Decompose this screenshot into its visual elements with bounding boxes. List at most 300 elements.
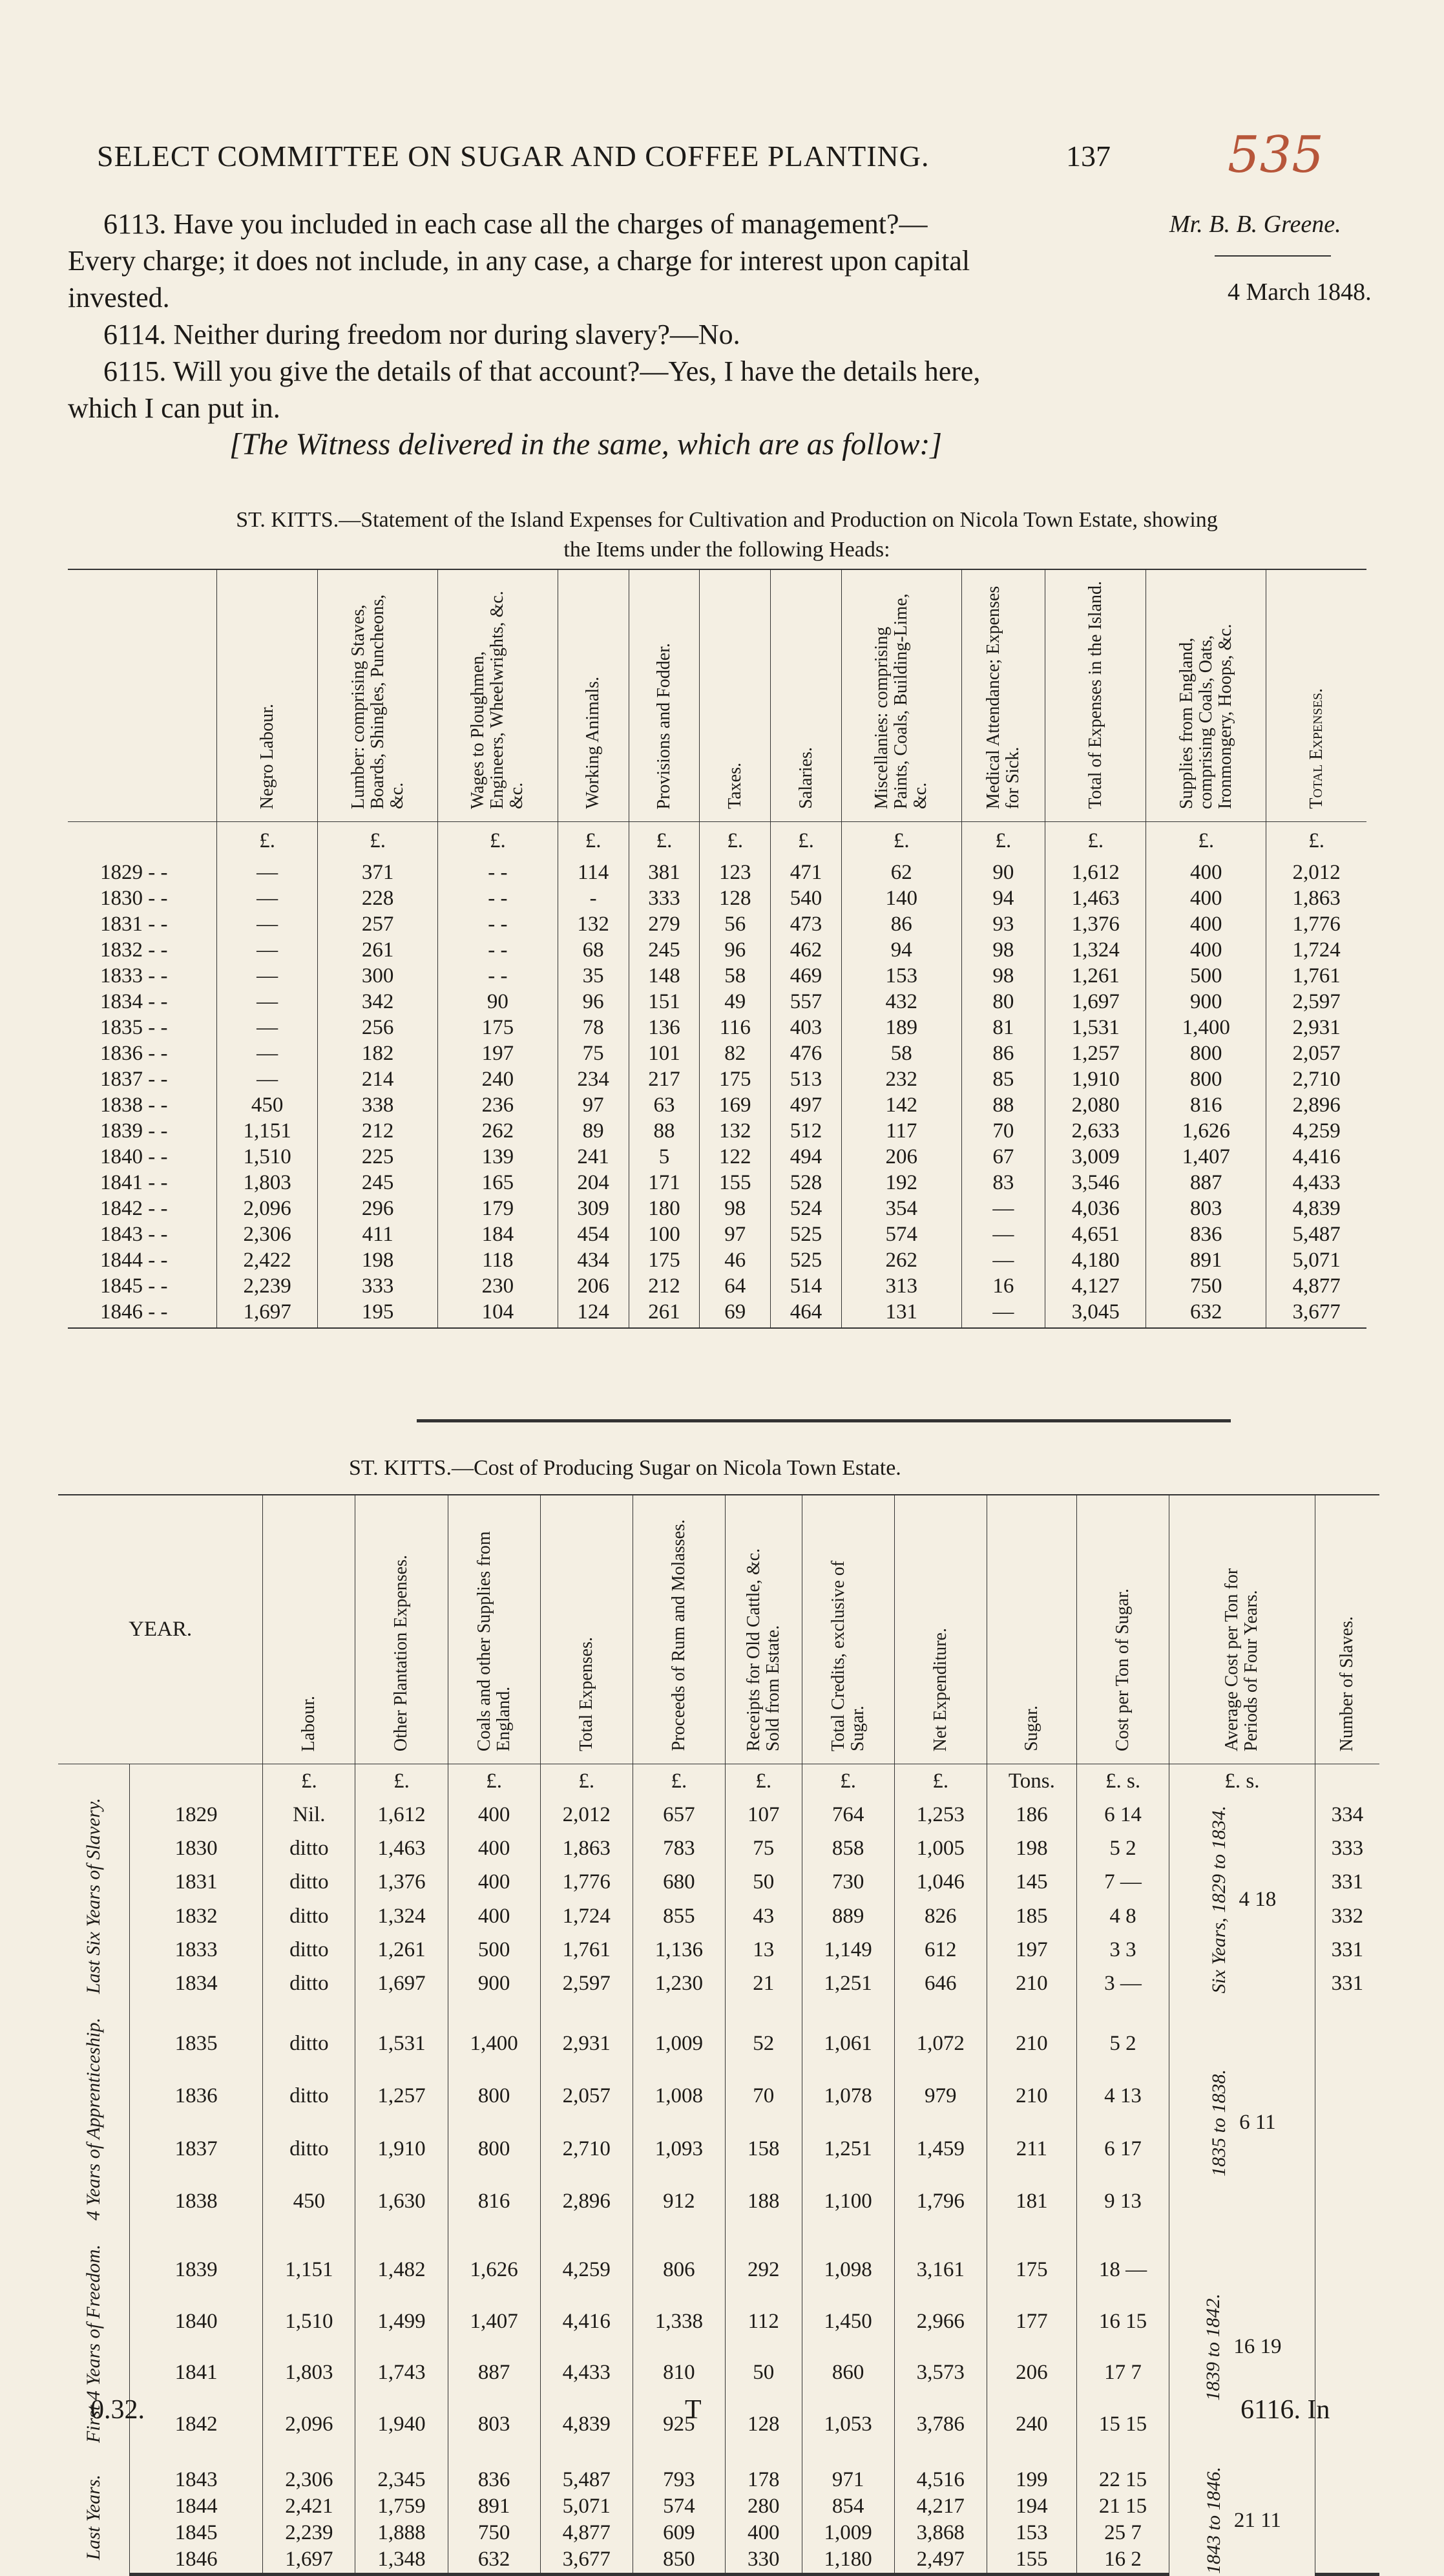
table1-cell: 1,697: [217, 1299, 318, 1328]
table2-spacer-cell: [355, 2228, 448, 2244]
table2-cell: 280: [725, 2493, 802, 2520]
table2-col-header-text: Other Plantation Expenses.: [391, 1554, 412, 1751]
table2-spacer-cell: [894, 2450, 987, 2467]
table1-cell: 234: [558, 1066, 629, 1092]
table2-cell: 657: [633, 1798, 725, 1832]
table1-cell: 1,803: [217, 1170, 318, 1196]
table1-cell: 2,931: [1292, 1016, 1341, 1039]
table1-cell: 131: [841, 1299, 961, 1328]
table1-cell: —: [217, 937, 318, 963]
table2-col-header-text: Proceeds of Rum and Molasses.: [668, 1519, 689, 1751]
table1-cell: 1,761: [1292, 964, 1341, 987]
table2-average-value: 6 11: [1239, 2111, 1276, 2135]
table2-cell: 292: [725, 2244, 802, 2296]
table2-cell: 609: [633, 2520, 725, 2546]
table2-cell: 450: [263, 2175, 355, 2228]
table2-cell: 158: [725, 2123, 802, 2175]
table2-spacer-cell: [633, 2450, 725, 2467]
table2-unit-cell: £.: [540, 1764, 633, 1799]
table2-spacer-cell: [802, 2228, 894, 2244]
table1-cell: 1,151: [217, 1118, 318, 1144]
table2-col-header: [58, 1495, 263, 1764]
table1-row: [68, 1170, 1366, 1196]
table2-cell: 816: [448, 2175, 540, 2228]
table1-row: [68, 1118, 1366, 1144]
table2-period-label: [58, 2467, 130, 2575]
table2-cell: 1,803: [263, 2347, 355, 2398]
table2-cell: 210: [987, 2070, 1076, 2122]
table2-year-cell: 1845: [130, 2520, 263, 2546]
table1-cell: - -: [438, 937, 558, 963]
table1-cell: 35: [558, 963, 629, 989]
table2-cell: 22 15: [1076, 2467, 1169, 2493]
table2-cell: 1,151: [263, 2244, 355, 2296]
table2-col-header-text: Average Cost per Ton for Periods of Four Years.: [1222, 1568, 1262, 1751]
table1-col-header: [700, 569, 771, 822]
table1-col-header: [318, 569, 438, 822]
table1-cell: 476: [771, 1040, 842, 1066]
table2-period-label-text: First 4 Years of Freedom.: [83, 2244, 104, 2443]
table1-cell: 116: [700, 1015, 771, 1040]
table2-cell: 800: [448, 2123, 540, 2175]
table1-cell: 1,407: [1146, 1144, 1266, 1170]
table2-cell: 1,251: [802, 2123, 894, 2175]
table2-spacer-cell: [1169, 2450, 1315, 2467]
table1-col-header: [629, 569, 700, 822]
table1-cell: 96: [558, 989, 629, 1015]
table2-cell: ditto: [263, 2123, 355, 2175]
table1-cell: 78: [558, 1015, 629, 1040]
table1-cell: 228: [318, 885, 438, 911]
table1-cell: 411: [318, 1221, 438, 1247]
table1-cell: 4,877: [1292, 1274, 1341, 1298]
answer-6113-line2: invested.: [68, 282, 170, 313]
table1-cell: 118: [438, 1247, 558, 1273]
table1-cell: —: [961, 1299, 1045, 1328]
table1-cell: 122: [700, 1144, 771, 1170]
table2-cell: 1,796: [894, 2175, 987, 2228]
table2-spacer-cell: [540, 2450, 633, 2467]
table1-cell: 2,597: [1292, 990, 1341, 1013]
table1-cell: 5,071: [1292, 1249, 1341, 1272]
table1-row: [68, 911, 1366, 937]
table2-cell: 1,005: [894, 1832, 987, 1865]
table1-cell: 4,839: [1292, 1197, 1341, 1220]
table2-cell: 43: [725, 1899, 802, 1933]
table1-cell: —: [217, 1015, 318, 1040]
table1-col-header-text: Wages to Ploughmen, Engineers, Wheelwrights, &c. &c.: [468, 591, 527, 809]
table1-cell: 400: [1146, 885, 1266, 911]
table2-unit-cell: £. s.: [1076, 1764, 1169, 1799]
table1-year-cell: 1838 - -: [68, 1092, 217, 1118]
table2-cell: 240: [987, 2398, 1076, 2450]
table2-unit-cell: £.: [725, 1764, 802, 1799]
table1-year-cell: 1836 - -: [68, 1040, 217, 1066]
table1-cell: 184: [438, 1221, 558, 1247]
table1-cell: 400: [1146, 911, 1266, 937]
table2-cell: [1315, 2070, 1379, 2122]
table1-cell: 333: [629, 885, 700, 911]
table2-cell: 2,931: [540, 2018, 633, 2070]
table2-unit-cell: [1315, 1764, 1379, 1799]
footer-catchword: 6116. In: [1240, 2395, 1330, 2425]
table2-spacer-cell: [802, 2001, 894, 2018]
table2-unit-cell: £.: [802, 1764, 894, 1799]
table2-year-cell: 1843: [130, 2467, 263, 2493]
table2-cell: 858: [802, 1832, 894, 1865]
table2-cell: 198: [987, 1832, 1076, 1865]
table1-cell: - -: [438, 885, 558, 911]
table1-cell: 1,510: [217, 1144, 318, 1170]
table1-cell: 432: [841, 989, 961, 1015]
table1-cell: 450: [217, 1092, 318, 1118]
table2-col-header: [355, 1495, 448, 1764]
table2-cell: 3 —: [1076, 1967, 1169, 2001]
table1-cell: 2,080: [1045, 1092, 1146, 1118]
table2-cell: 887: [448, 2347, 540, 2398]
table2-col-header-text: Cost per Ton of Sugar.: [1113, 1589, 1133, 1751]
table1-cell: 279: [629, 911, 700, 937]
table2-group-spacer: [58, 2450, 1379, 2467]
table1-cell: 512: [771, 1118, 842, 1144]
table2-col-header-text: Net Expenditure.: [930, 1627, 950, 1751]
table2-cell: ditto: [263, 1899, 355, 1933]
table2-cell: 5 2: [1076, 1832, 1169, 1865]
table1-cell: 1,910: [1045, 1066, 1146, 1092]
table2-cell: 4,259: [540, 2244, 633, 2296]
table1-cell: 240: [438, 1066, 558, 1092]
table1-cell: 63: [629, 1092, 700, 1118]
table1-cell: 68: [558, 937, 629, 963]
table1-cell: 230: [438, 1273, 558, 1299]
table2-cell: 2,345: [355, 2467, 448, 2493]
table2-period-label: [58, 1798, 130, 2001]
table2-average-value: 21 11: [1233, 2508, 1281, 2532]
table2-cell: 177: [987, 2296, 1076, 2347]
table1-cell: —: [217, 860, 318, 885]
table2-spacer-cell: [1315, 2228, 1379, 2244]
table1-year-cell: 1843 - -: [68, 1221, 217, 1247]
table2-cell: 178: [725, 2467, 802, 2493]
page-number: 137: [1066, 140, 1111, 173]
table1-cell: 816: [1146, 1092, 1266, 1118]
table1-cell: 214: [318, 1066, 438, 1092]
table2-cell: 197: [987, 1933, 1076, 1967]
table1-cell: 403: [771, 1015, 842, 1040]
table2-cell: 764: [802, 1798, 894, 1832]
table1-cell: 2,239: [217, 1273, 318, 1299]
table2-spacer-cell: [130, 2228, 263, 2244]
table1-cell: 4,259: [1292, 1119, 1341, 1143]
table2-cell: 1,697: [263, 2546, 355, 2575]
table1-cell: 148: [629, 963, 700, 989]
table2-cell: 2,896: [540, 2175, 633, 2228]
table1-col-header-text: Provisions and Fodder.: [653, 642, 674, 809]
table2-cell: 210: [987, 2018, 1076, 2070]
table1-cell: 128: [700, 885, 771, 911]
table1-cell: 1,257: [1045, 1040, 1146, 1066]
table1-year-cell: 1845 - -: [68, 1273, 217, 1299]
table2-spacer-cell: [58, 2450, 130, 2467]
table2-unit-cell: [130, 1764, 263, 1799]
table1-cell: —: [961, 1247, 1045, 1273]
table2-year-cell: 1835: [130, 2018, 263, 2070]
table1-cell: 540: [771, 885, 842, 911]
table2-cell: 145: [987, 1866, 1076, 1899]
table2-cell: 1,180: [802, 2546, 894, 2575]
table2-cell: [1315, 2296, 1379, 2347]
table2-spacer-cell: [1076, 2001, 1169, 2018]
table2-cell: 1,009: [802, 2520, 894, 2546]
table2-cell: 1,407: [448, 2296, 540, 2347]
table2-cell: 3,161: [894, 2244, 987, 2296]
table1-cell: 256: [318, 1015, 438, 1040]
table2-cell: 1,463: [355, 1832, 448, 1865]
table2-cell: 5,487: [540, 2467, 633, 2493]
table1-cell: 887: [1146, 1170, 1266, 1196]
table1-cell: 557: [771, 989, 842, 1015]
table1-cell: 2,057: [1292, 1042, 1341, 1065]
table2-cell: 9 13: [1076, 2175, 1169, 2228]
table1-cell: —: [217, 911, 318, 937]
table1-cell: 132: [558, 911, 629, 937]
table2-cell: 680: [633, 1866, 725, 1899]
table2-col-header: [540, 1495, 633, 1764]
table1-cell: 16: [961, 1273, 1045, 1299]
table2-cell: 1,008: [633, 2070, 725, 2122]
table1-cell: 4,036: [1045, 1196, 1146, 1221]
table1-cell: 101: [629, 1040, 700, 1066]
table2-cell: 70: [725, 2070, 802, 2122]
table2-spacer-cell: [263, 2450, 355, 2467]
table2-year-cell: 1838: [130, 2175, 263, 2228]
table1-cell: 180: [629, 1196, 700, 1221]
table1-cell: 212: [629, 1273, 700, 1299]
table1-year-cell: 1837 - -: [68, 1066, 217, 1092]
table2-cell: 330: [725, 2546, 802, 2575]
table1-year-cell: 1831 - -: [68, 911, 217, 937]
table1-cell: 1,863: [1292, 887, 1341, 910]
table2-row: [58, 2467, 1379, 2493]
table2-cell: 4,877: [540, 2520, 633, 2546]
table2-cell: ditto: [263, 1967, 355, 2001]
table2-cell: 1,450: [802, 2296, 894, 2347]
table2-cell: 1,761: [540, 1933, 633, 1967]
table1-cell: 471: [771, 860, 842, 885]
table1-cell: 171: [629, 1170, 700, 1196]
table1-cell: 2,710: [1292, 1068, 1341, 1091]
footer-signature: T: [685, 2395, 702, 2425]
table1-row: [68, 1299, 1366, 1328]
table2-cell: 1,257: [355, 2070, 448, 2122]
table1-cell: 342: [318, 989, 438, 1015]
table1-cell: 241: [558, 1144, 629, 1170]
table2-period-label-text: 4 Years of Apprenticeship.: [83, 2018, 104, 2221]
table1-cell: 464: [771, 1299, 842, 1328]
table1-cell: 236: [438, 1092, 558, 1118]
table2-spacer-cell: [725, 2001, 802, 2018]
table1-cell: 169: [700, 1092, 771, 1118]
table2-year-cell: 1837: [130, 2123, 263, 2175]
table1-cell: 371: [318, 860, 438, 885]
table1-year-cell: 1846 - -: [68, 1299, 217, 1328]
table2-cell: 1,093: [633, 2123, 725, 2175]
table2-cell: 52: [725, 2018, 802, 2070]
table2-cell: 1,910: [355, 2123, 448, 2175]
table1-col-header: [771, 569, 842, 822]
table2-average-wrap: [1172, 2294, 1312, 2401]
answer-6113-line1: Every charge; it does not include, in any case, a charge for interest upon capital: [68, 245, 970, 277]
table2-cell: 13: [725, 1933, 802, 1967]
table1-unit-cell: £.: [700, 822, 771, 860]
table1-year-cell: 1829 - -: [68, 860, 217, 885]
table2-cell: 1,078: [802, 2070, 894, 2122]
table2-cell: 3 3: [1076, 1933, 1169, 1967]
table1-cell: 86: [841, 911, 961, 937]
table2-cell: 800: [448, 2070, 540, 2122]
witness-name: Mr. B. B. Greene.: [1169, 211, 1341, 238]
table1-cell: —: [217, 989, 318, 1015]
table1-cell: 462: [771, 937, 842, 963]
footer-ref: 0.32.: [90, 2395, 145, 2425]
table2-col-header-text: Sugar.: [1021, 1705, 1041, 1751]
table1-row: [68, 1221, 1366, 1247]
table2-cell: 1,743: [355, 2347, 448, 2398]
table2-cell: 1,459: [894, 2123, 987, 2175]
table1-cell: 3,546: [1045, 1170, 1146, 1196]
table1-cell: 58: [841, 1040, 961, 1066]
table1-cell: 94: [961, 885, 1045, 911]
table2-year-cell: 1842: [130, 2398, 263, 2450]
table2-cell: 17 7: [1076, 2347, 1169, 2398]
table2-cell: 185: [987, 1899, 1076, 1933]
table2-cell: 6 14: [1076, 1798, 1169, 1832]
table2-cell: 21: [725, 1967, 802, 2001]
table2-cell: 750: [448, 2520, 540, 2546]
island-expenses-table: [68, 569, 1366, 1329]
table1-cell: 82: [700, 1040, 771, 1066]
table2-year-cell: 1840: [130, 2296, 263, 2347]
table1-cell: 85: [961, 1066, 1045, 1092]
table2-year-cell: 1830: [130, 1832, 263, 1865]
table1-cell: - -: [438, 963, 558, 989]
table1-cell: 182: [318, 1040, 438, 1066]
table1-cell: 89: [558, 1118, 629, 1144]
table2-year-cell: 1844: [130, 2493, 263, 2520]
table2-cell: 75: [725, 1832, 802, 1865]
table1-cell: 83: [961, 1170, 1045, 1196]
table1-cell: 494: [771, 1144, 842, 1170]
table2-cell: 194: [987, 2493, 1076, 2520]
table2-cell: [1315, 2175, 1379, 2228]
table2-year-cell: 1846: [130, 2546, 263, 2575]
table2-cell: 175: [987, 2244, 1076, 2296]
table1-row: [68, 1015, 1366, 1040]
table2-cell: 186: [987, 1798, 1076, 1832]
table2-spacer-cell: [355, 2001, 448, 2018]
table2-cell: 4,516: [894, 2467, 987, 2493]
table1-cell: 206: [841, 1144, 961, 1170]
table1-cell: 2,633: [1045, 1118, 1146, 1144]
table2-cell: 612: [894, 1933, 987, 1967]
table1-col-header-text: Negro Labour.: [256, 703, 277, 809]
table2-cell: 1,053: [802, 2398, 894, 2450]
table1-cell: 354: [841, 1196, 961, 1221]
table2-cell: 331: [1331, 1972, 1364, 1996]
table2-cell: 2,057: [540, 2070, 633, 2122]
table1-cell: 98: [961, 937, 1045, 963]
table1-cell: 189: [841, 1015, 961, 1040]
table1-cell: 80: [961, 989, 1045, 1015]
table2-cell: 16 2: [1076, 2546, 1169, 2575]
table1-row: [68, 989, 1366, 1015]
table2-cell: 1,009: [633, 2018, 725, 2070]
table2-cell: 500: [448, 1933, 540, 1967]
table1-cell: 434: [558, 1247, 629, 1273]
table2-cell: 5,071: [540, 2493, 633, 2520]
table1-cell: 98: [961, 963, 1045, 989]
table1-cell: - -: [438, 860, 558, 885]
table2-spacer-cell: [894, 2001, 987, 2018]
table2-cell: 128: [725, 2398, 802, 2450]
table1-cell: 88: [629, 1118, 700, 1144]
table1-cell: 1,697: [1045, 989, 1146, 1015]
table1-cell: 3,045: [1045, 1299, 1146, 1328]
table1-units-row: [68, 822, 1366, 860]
table1-cell: 262: [438, 1118, 558, 1144]
table1-unit-cell: £.: [841, 822, 961, 860]
table2-cell: 1,149: [802, 1933, 894, 1967]
table2-cell: 1,324: [355, 1899, 448, 1933]
table1-row: [68, 1066, 1366, 1092]
table1-cell: 97: [558, 1092, 629, 1118]
table2-group-spacer: [58, 2001, 1379, 2018]
table2-spacer-cell: [894, 2228, 987, 2244]
table1-row: [68, 963, 1366, 989]
table2-cell: 793: [633, 2467, 725, 2493]
table1-cell: 800: [1146, 1066, 1266, 1092]
table2-cell: 2,597: [540, 1967, 633, 2001]
table1-cell: 400: [1146, 937, 1266, 963]
table1-cell: 4,416: [1292, 1145, 1341, 1168]
table1-cell: 338: [318, 1092, 438, 1118]
table1-cell: 58: [700, 963, 771, 989]
table2-cell: ditto: [263, 1933, 355, 1967]
handwritten-folio: 535: [1228, 126, 1324, 184]
table1-cell: 117: [841, 1118, 961, 1144]
table1-title: [74, 505, 1379, 565]
table1-cell: 153: [841, 963, 961, 989]
table1-col-header-text: Miscellanies: comprising Paints, Coals, Building-Lime, &c.: [872, 593, 931, 809]
table2-cell: 210: [987, 1967, 1076, 2001]
table2-cell: 855: [633, 1899, 725, 1933]
table1-cell: 139: [438, 1144, 558, 1170]
table1-cell: 97: [700, 1221, 771, 1247]
table2-cell: 1,630: [355, 2175, 448, 2228]
table2-cell: 400: [448, 1899, 540, 1933]
table2-cell: 334: [1331, 1802, 1364, 1826]
table2-cell: 107: [725, 1798, 802, 1832]
table1-cell: 124: [558, 1299, 629, 1328]
table1-cell: 1,376: [1045, 911, 1146, 937]
table1-cell: 261: [318, 937, 438, 963]
table2-spacer-cell: [263, 2001, 355, 2018]
table1-cell: 104: [438, 1299, 558, 1328]
table1-cell: 1,626: [1146, 1118, 1266, 1144]
table2-cell: ditto: [263, 1832, 355, 1865]
table1-year-cell: 1834 - -: [68, 989, 217, 1015]
table1-cell: —: [217, 1040, 318, 1066]
